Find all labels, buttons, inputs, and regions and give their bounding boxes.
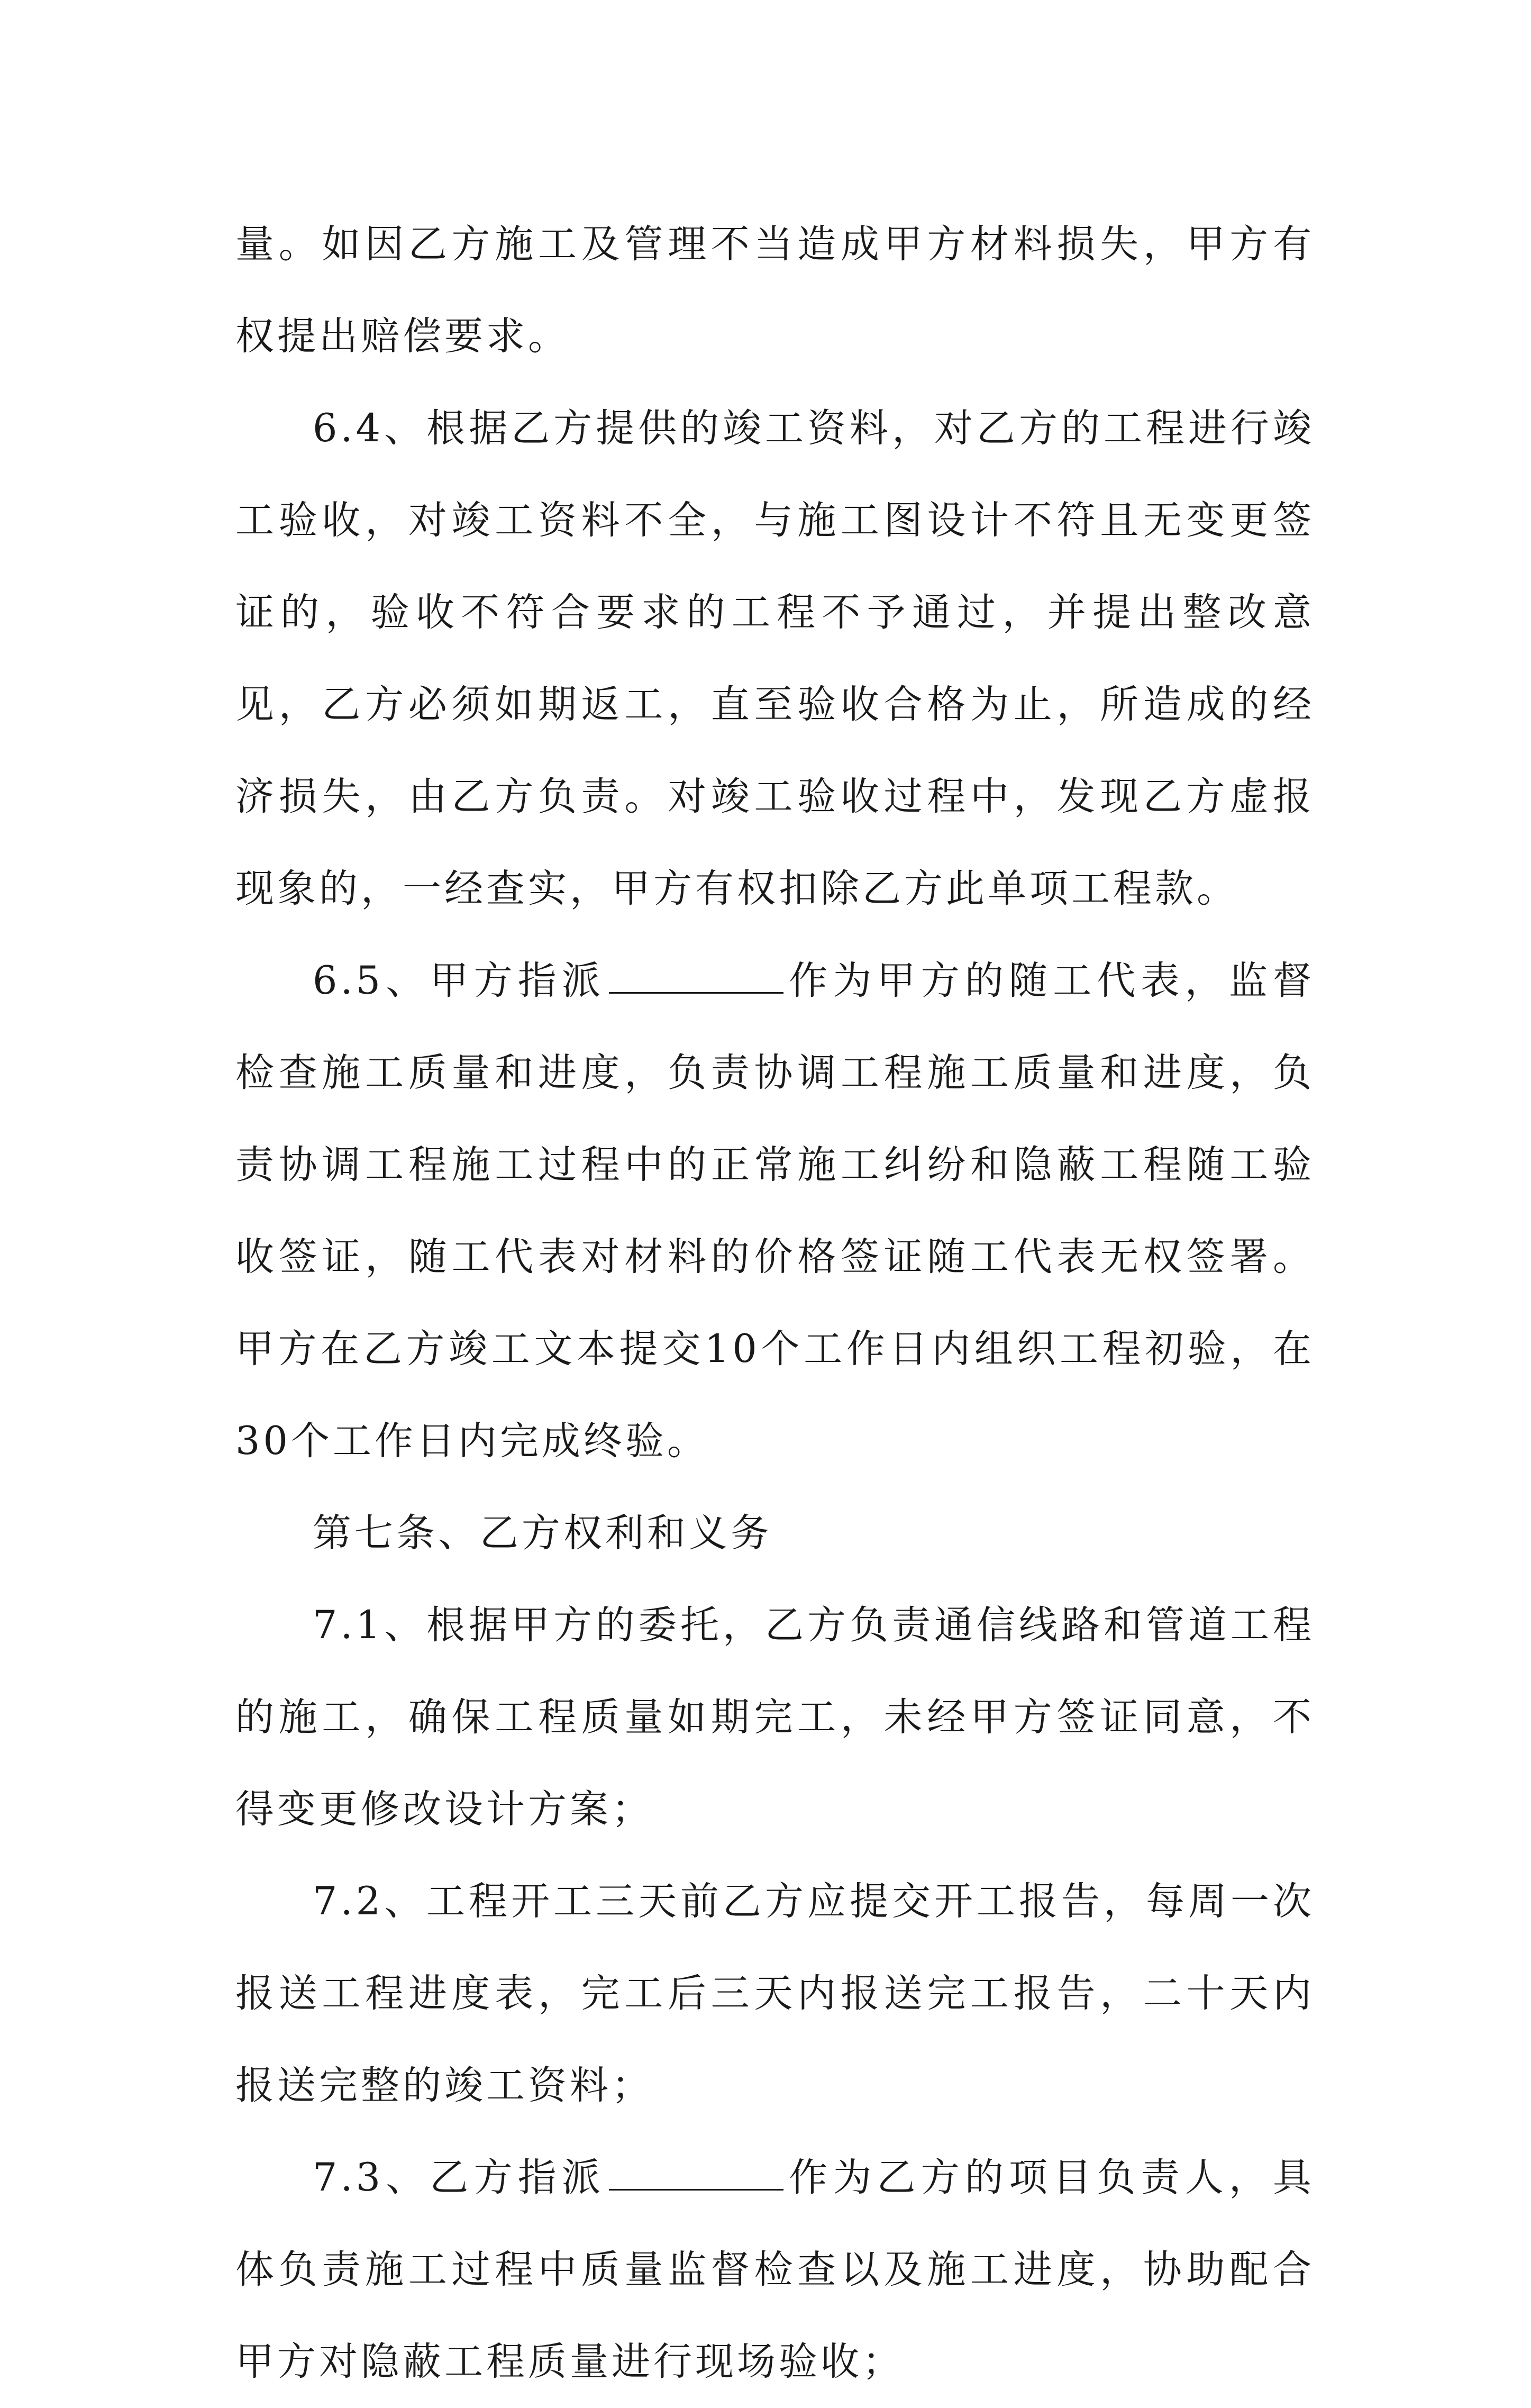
- paragraph-continuation: 量。如因乙方施工及管理不当造成甲方材料损失，甲方有权提出赔偿要求。: [235, 222, 1315, 359]
- document-body: [235, 198, 1315, 2408]
- representative-name-blank[interactable]: [609, 960, 783, 994]
- paragraph-6-5-lead: 6.5、甲方指派: [313, 958, 606, 1003]
- project-manager-name-blank[interactable]: [609, 2157, 783, 2191]
- paragraph-6-5-rest: 作为甲方的随工代表，监督检查施工质量和进度，负责协调工程施工质量和进度，负责协调工程施工过程中的正常施工纠纷和隐蔽工程随工验收签证，随工代表对材料的价格签证随工代表无权签署。甲方在乙方竣工文本提交10个工作日内组织工程初验，在30个工作日内完成终验。: [235, 958, 1315, 1464]
- paragraph-7-3-rest: 作为乙方的项目负责人，具体负责施工过程中质量监督检查以及施工进度，协助配合甲方对隐蔽工程质量进行现场验收；: [235, 2155, 1315, 2384]
- article-7-heading: 第七条、乙方权利和义务: [313, 1511, 772, 1556]
- paragraph-6-4: 6.4、根据乙方提供的竣工资料，对乙方的工程进行竣工验收，对竣工资料不全，与施工图设计不符且无变更签证的，验收不符合要求的工程不予通过，并提出整改意见，乙方必须如期返工，直至验收合格为止，所造成的经济损失，由乙方负责。对竣工验收过程中，发现乙方虚报现象的，一经查实，甲方有权扣除乙方此单项工程款。: [235, 406, 1315, 911]
- paragraph-6-5: [235, 935, 1315, 1487]
- paragraph-7-3: [235, 2132, 1315, 2408]
- paragraph-7-3-lead: 7.3、乙方指派: [313, 2155, 606, 2200]
- paragraph-7-2: 7.2、工程开工三天前乙方应提交开工报告，每周一次报送工程进度表，完工后三天内报送完工报告，二十天内报送完整的竣工资料；: [235, 1879, 1315, 2108]
- paragraph-7-1: 7.1、根据甲方的委托，乙方负责通信线路和管道工程的施工，确保工程质量如期完工，未经甲方签证同意，不得变更修改设计方案；: [235, 1603, 1315, 1832]
